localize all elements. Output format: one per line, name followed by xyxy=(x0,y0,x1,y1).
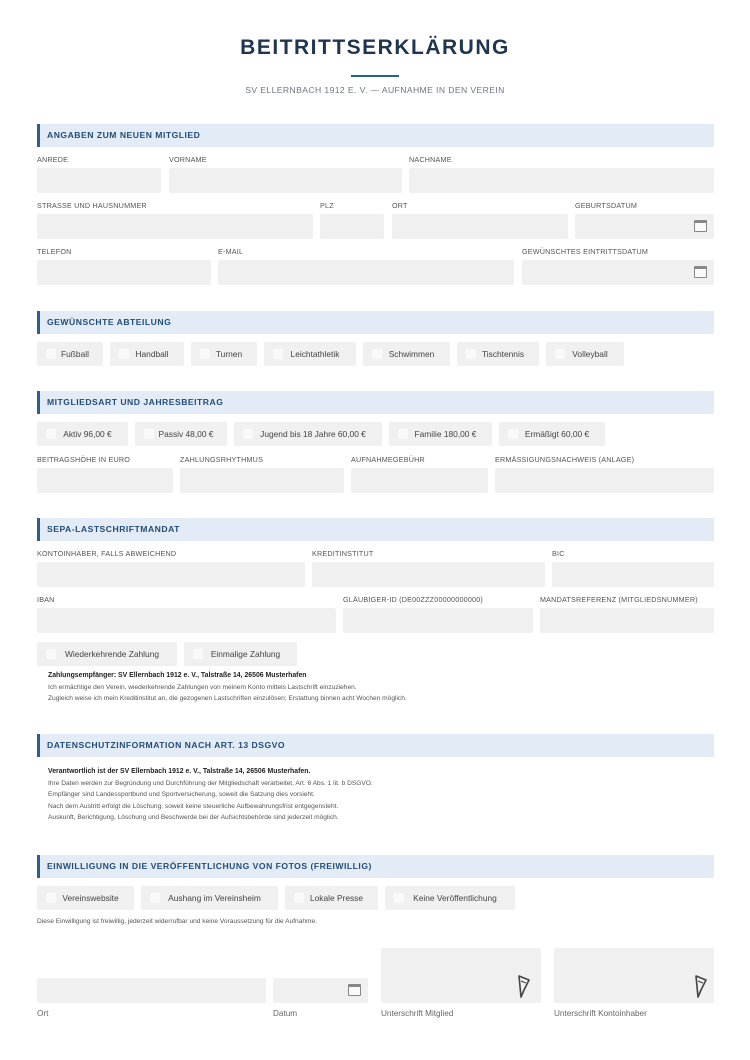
member-signature-label: Unterschrift Mitglied xyxy=(381,1009,454,1018)
section-member-heading: ANGABEN ZUM NEUEN MITGLIED xyxy=(37,124,714,147)
entrydate-label: GEWÜNSCHTES EINTRITTSDATUM xyxy=(522,247,649,256)
photo-option[interactable]: Lokale Presse xyxy=(285,886,378,910)
privacy-text xyxy=(48,766,373,824)
holder-signature-field[interactable] xyxy=(554,948,714,1003)
pen-icon xyxy=(517,974,531,998)
date-label: Datum xyxy=(273,1009,298,1018)
creditor-label: GLÄUBIGER-ID (DE00ZZZ00000000000) xyxy=(343,595,484,604)
amount-field[interactable] xyxy=(37,468,173,493)
calendar-icon[interactable] xyxy=(694,266,707,278)
rhythm-field[interactable] xyxy=(180,468,344,493)
privacy-responsible: Verantwortlich ist der SV Ellernbach 1912 e. V., Talstraße 14, 26506 Musterhafen. xyxy=(48,768,311,775)
privacy-line: Nach dem Austritt erfolgt die Löschung, soweit keine steuerliche Aufbewahrungsfrist entgegensteht. xyxy=(48,802,339,810)
section-photos-heading: EINWILLIGUNG IN DIE VERÖFFENTLICHUNG VON FOTOS (FREIWILLIG) xyxy=(37,855,714,878)
email-label: E-MAIL xyxy=(218,247,244,256)
section-membership-heading: MITGLIEDSART UND JAHRESBEITRAG xyxy=(37,391,714,414)
zip-field[interactable] xyxy=(320,214,384,239)
holder-signature-label: Unterschrift Kontoinhaber xyxy=(554,1009,647,1018)
fee-field[interactable] xyxy=(351,468,488,493)
phone-field[interactable] xyxy=(37,260,211,285)
department-option[interactable]: Handball xyxy=(110,342,184,366)
bic-label: BIC xyxy=(552,549,565,558)
section-sepa-heading: SEPA-LASTSCHRIFTMANDAT xyxy=(37,518,714,541)
photo-option[interactable]: Vereinswebsite xyxy=(37,886,134,910)
section-privacy-heading: DATENSCHUTZINFORMATION NACH ART. 13 DSGVO xyxy=(37,734,714,757)
reference-label: MANDATSREFERENZ (MITGLIEDSNUMMER) xyxy=(540,595,698,604)
city-field[interactable] xyxy=(392,214,568,239)
photo-option[interactable]: Aushang im Vereinsheim xyxy=(141,886,278,910)
sepa-line: Ich ermächtige den Verein, wiederkehrende Zahlungen von meinem Konto mittels Lastschrift einzuziehen. xyxy=(48,683,357,691)
street-field[interactable] xyxy=(37,214,313,239)
bank-label: KREDITINSTITUT xyxy=(312,549,374,558)
calendar-icon[interactable] xyxy=(348,984,361,996)
department-option[interactable]: Turnen xyxy=(191,342,257,366)
iban-label: IBAN xyxy=(37,595,55,604)
membership-option[interactable]: Jugend bis 18 Jahre 60,00 € xyxy=(234,422,382,446)
date-field[interactable] xyxy=(273,978,368,1003)
photo-option[interactable]: Keine Veröffentlichung xyxy=(385,886,515,910)
creditor-field[interactable] xyxy=(343,608,533,633)
iban-field[interactable] xyxy=(37,608,336,633)
privacy-line: Ihre Daten werden zur Begründung und Durchführung der Mitgliedschaft verarbeitet, Art. 6 Abs. 1 lit. b DSGVO. xyxy=(48,779,373,787)
sepa-line: Zugleich weise ich mein Kreditinstitut an, die gezogenen Lastschriften einzulösen; Erstattung binnen acht Wochen möglich. xyxy=(48,695,407,703)
zip-label: PLZ xyxy=(320,201,334,210)
holder-field[interactable] xyxy=(37,562,305,587)
email-field[interactable] xyxy=(218,260,514,285)
lastname-label: NACHNAME xyxy=(409,155,452,164)
title-underline xyxy=(351,75,399,77)
department-option[interactable]: Leichtathletik xyxy=(264,342,356,366)
place-field[interactable] xyxy=(37,978,266,1003)
holder-label: KONTOINHABER, FALLS ABWEICHEND xyxy=(37,549,177,558)
privacy-line: Auskunft, Berichtigung, Löschung und Beschwerde bei der Aufsichtsbehörde sind jederzeit möglich. xyxy=(48,814,339,822)
sepa-mandate-text xyxy=(48,670,407,705)
photos-note: Diese Einwilligung ist freiwillig, jederzeit widerrufbar und keine Voraussetzung für die Aufnahme. xyxy=(37,918,318,925)
phone-label: TELEFON xyxy=(37,247,72,256)
membership-option[interactable]: Passiv 48,00 € xyxy=(135,422,227,446)
payment-option[interactable]: Wiederkehrende Zahlung xyxy=(37,642,177,666)
privacy-line: Empfänger sind Landessportbund und Sportversicherung, soweit die Satzung dies vorsieht. xyxy=(48,791,315,799)
fee-label: AUFNAHMEGEBÜHR xyxy=(351,455,425,464)
member-signature-field[interactable] xyxy=(381,948,541,1003)
membership-option[interactable]: Ermäßigt 60,00 € xyxy=(499,422,605,446)
amount-label: BEITRAGSHÖHE IN EURO xyxy=(37,455,131,464)
proof-field[interactable] xyxy=(495,468,714,493)
department-option[interactable]: Fußball xyxy=(37,342,103,366)
calendar-icon[interactable] xyxy=(694,220,707,232)
birthdate-field[interactable] xyxy=(575,214,714,239)
proof-label: ERMÄSSIGUNGSNACHWEIS (ANLAGE) xyxy=(495,455,635,464)
lastname-field[interactable] xyxy=(409,168,714,193)
salutation-label: ANREDE xyxy=(37,155,69,164)
section-department-heading: GEWÜNSCHTE ABTEILUNG xyxy=(37,311,714,334)
payment-option[interactable]: Einmalige Zahlung xyxy=(184,642,297,666)
firstname-label: VORNAME xyxy=(169,155,207,164)
sepa-recipient: Zahlungsempfänger: SV Ellernbach 1912 e. V., Talstraße 14, 26506 Musterhafen xyxy=(48,672,307,679)
department-option[interactable]: Tischtennis xyxy=(457,342,539,366)
membership-option[interactable]: Aktiv 96,00 € xyxy=(37,422,128,446)
entrydate-field[interactable] xyxy=(522,260,714,285)
department-option[interactable]: Volleyball xyxy=(546,342,624,366)
firstname-field[interactable] xyxy=(169,168,402,193)
form-subtitle: SV ELLERNBACH 1912 E. V. — AUFNAHME IN DEN VEREIN xyxy=(245,85,505,95)
department-option[interactable]: Schwimmen xyxy=(363,342,450,366)
salutation-field[interactable] xyxy=(37,168,161,193)
form-title: BEITRITTSERKLÄRUNG xyxy=(240,36,510,59)
bank-field[interactable] xyxy=(312,562,545,587)
birthdate-label: GEBURTSDATUM xyxy=(575,201,638,210)
rhythm-label: ZAHLUNGSRHYTHMUS xyxy=(180,455,264,464)
reference-field[interactable] xyxy=(540,608,714,633)
city-label: ORT xyxy=(392,201,408,210)
bic-field[interactable] xyxy=(552,562,714,587)
membership-option[interactable]: Familie 180,00 € xyxy=(389,422,492,446)
street-label: STRASSE UND HAUSNUMMER xyxy=(37,201,147,210)
place-label: Ort xyxy=(37,1009,49,1018)
pen-icon xyxy=(694,974,708,998)
